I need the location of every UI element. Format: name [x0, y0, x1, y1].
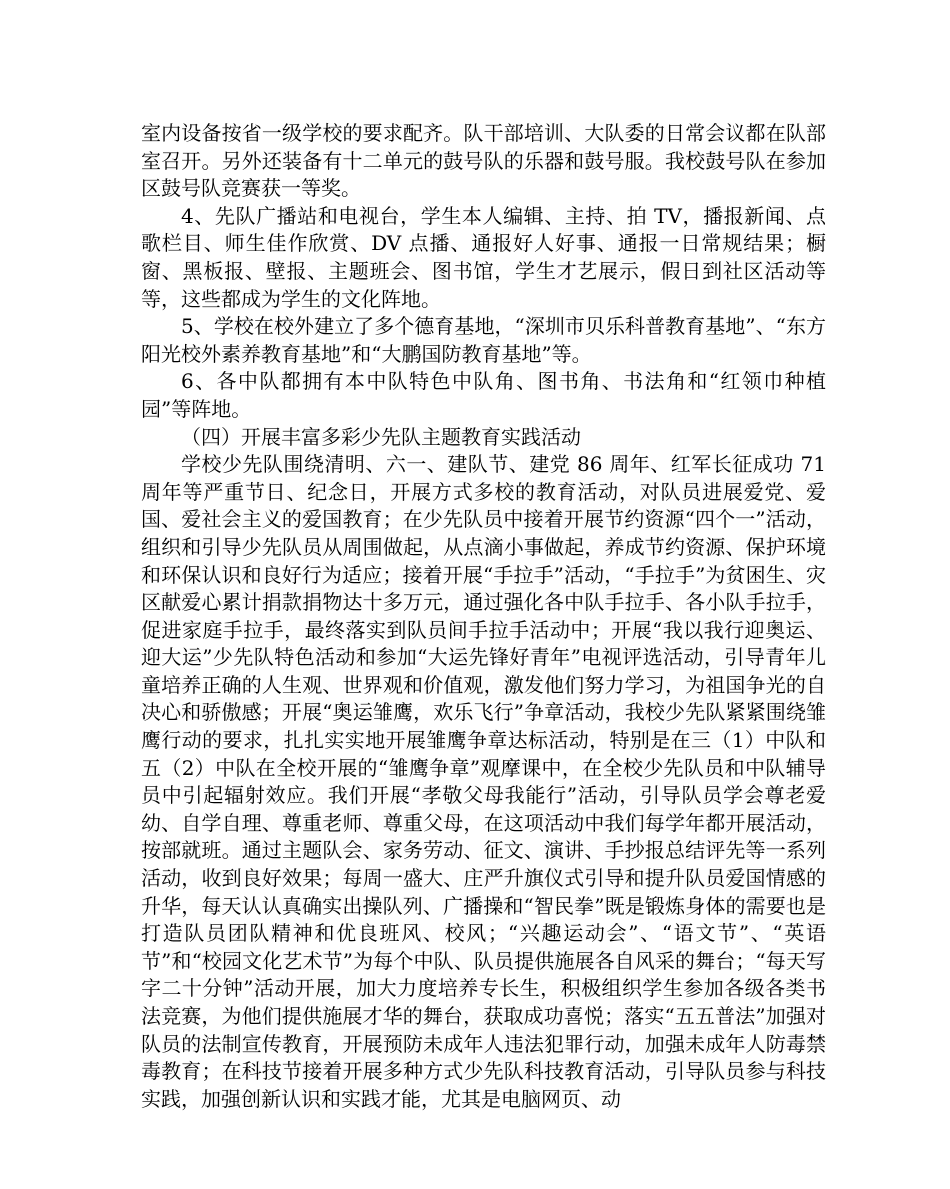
paragraph-theme-activities: 学校少先队围绕清明、六一、建队节、建党 86 周年、红军长征成功 71 周年等严重节日、纪念日，开展方式多校的教育活动，对队员进展爱党、爱国、爱社会主义的爱国教育；在少先队员中接着开展节约资源“四个一”活动，组织和引导少先队员从周围做起，从点滴小事做起，养成节约资源、保护环境和环保认识和良好行为适应；接着开展“手拉手”活动，“手拉手”为贫困生、灾区献爱心累计捐款捐物达十多万元，通过强化各中队手拉手、各小队手拉手，促进家庭手拉手，最终落实到队员间手拉手活动中；开展“我以我行迎奥运、迎大运”少先队特色活动和参加“大运先锋好青年”电视评选活动，引导青年儿童培养正确的人生观、世界观和价值观，激发他们努力学习，为祖国争光的自决心和骄傲感；开展“奥运雏鹰，欢乐飞行”争章活动，我校少先队紧紧围绕雏鹰行动的要求，扎扎实实地开展雏鹰争章达标活动，特别是在三（1）中队和五（2）中队在全校开展的“雏鹰争章”观摩课中，在全校少先队员和中队辅导员中引起辐射效应。我们开展“孝敬父母我能行”活动，引导队员学会尊老爱幼、自学自理、尊重老师、尊重父母，在这项活动中我们每学年都开展活动，按部就班。通过主题队会、家务劳动、征文、演讲、手抄报总结评先等一系列活动，收到良好效果；每周一盛大、庄严升旗仪式引导和提升队员爱国情感的升华，每天认认真确实出操队列、广播操和“智民拳”既是锻炼身体的需要也是打造队员团队精神和优良班风、校风；“兴趣运动会”、“语文节”、“英语节”和“校园文化艺术节”为每个中队、队员提供施展各自风采的舞台；“每天写字二十分钟”活动开展，加大力度培养专长生，积极组织学生参加各级各类书法竞赛，为他们提供施展才华的舞台，获取成功喜悦；落实“五五普法”加强对队员的法制宣传教育，开展预防未成年人违法犯罪行动，加强未成年人防毒禁毒教育；在科技节接着开展多种方式少先队科技教育活动，引导队员参与科技实践，加强创新认识和实践才能，尤其是电脑网页、动: [141, 452, 826, 1111]
paragraph-item-4-broadcast-station: 4、先队广播站和电视台，学生本人编辑、主持、拍 TV，播报新闻、点歌栏目、师生佳作欣赏、DV 点播、通报好人好事、通报一日常规结果；橱窗、黑板报、壁报、主题班会、图书馆，学生才艺展示，假日到社区活动等等，这些都成为学生的文化阵地。: [141, 203, 826, 311]
document-page: [141, 120, 826, 1113]
paragraph-facilities: 室内设备按省一级学校的要求配齐。队干部培训、大队委的日常会议都在队部室召开。另外还装备有十二单元的鼓号队的乐器和鼓号服。我校鼓号队在参加区鼓号队竞赛获一等奖。: [141, 121, 826, 201]
paragraph-item-6-squad-corners: 6、各中队都拥有本中队特色中队角、图书角、书法角和“红领巾种植园”等阵地。: [141, 369, 826, 421]
paragraph-item-5-moral-bases: 5、学校在校外建立了多个德育基地，“深圳市贝乐科普教育基地”、“东方阳光校外素养教育基地”和“大鹏国防教育基地”等。: [141, 314, 826, 366]
section-heading-4: （四）开展丰富多彩少先队主题教育实践活动: [181, 424, 581, 449]
